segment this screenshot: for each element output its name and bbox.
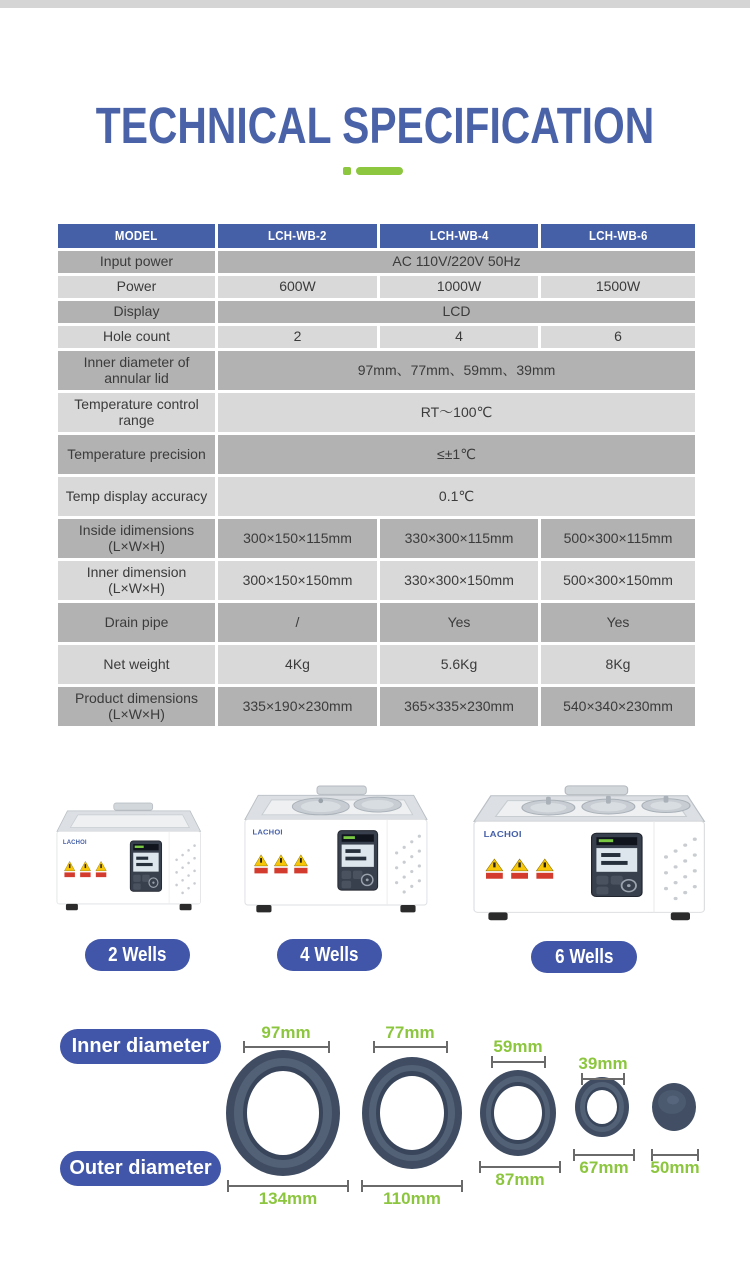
outer-measure-2: 110mm xyxy=(383,1189,441,1208)
spec-row-label: Temp display accuracy xyxy=(57,476,217,518)
table-row xyxy=(57,518,697,560)
outer-measure-1: 134mm xyxy=(258,1189,318,1208)
warning-labels xyxy=(254,855,307,874)
spec-cell: ≤±1℃ xyxy=(217,434,697,476)
table-row xyxy=(57,644,697,686)
table-row xyxy=(57,602,697,644)
spec-cell: / xyxy=(217,602,379,644)
title-underline-deco xyxy=(343,167,413,176)
spec-row-label: Hole count xyxy=(57,325,217,350)
page-title-wrap xyxy=(0,96,750,155)
spec-cell: 0.1℃ xyxy=(217,476,697,518)
table-row xyxy=(57,392,697,434)
control-panel xyxy=(592,833,642,896)
spec-cell: AC 110V/220V 50Hz xyxy=(217,250,697,275)
spec-cell: 8Kg xyxy=(540,644,697,686)
spec-cell: 1500W xyxy=(540,275,697,300)
outer-diameter-label: Outer diameter xyxy=(60,1151,221,1186)
green-dash-icon xyxy=(356,167,403,175)
warning-labels xyxy=(486,859,553,879)
page-title: TECHNICAL SPECIFICATION xyxy=(95,97,655,154)
annular-lid-ring-4 xyxy=(575,1077,629,1137)
table-row xyxy=(57,275,697,300)
column-header-model-2: LCH-WB-4 xyxy=(379,223,540,250)
control-panel xyxy=(338,831,378,890)
outer-measure-4: 67mm xyxy=(579,1158,629,1177)
spec-row-label: Inner diameter of annular lid xyxy=(57,350,217,392)
spec-row-label: Inside idimensions (L×W×H) xyxy=(57,518,217,560)
spec-cell: 500×300×115mm xyxy=(540,518,697,560)
table-row xyxy=(57,350,697,392)
table-row xyxy=(57,325,697,350)
table-row xyxy=(57,476,697,518)
spec-row-label: Drain pipe xyxy=(57,602,217,644)
spec-cell: 500×300×150mm xyxy=(540,560,697,602)
spec-table xyxy=(55,221,698,729)
annular-lid-diagram xyxy=(0,1005,750,1220)
brand-logo: LACHOI xyxy=(483,830,522,840)
outer-measure-5: 50mm xyxy=(650,1158,700,1177)
spec-cell: 4Kg xyxy=(217,644,379,686)
annular-lid-ring-2 xyxy=(362,1057,462,1169)
table-row xyxy=(57,686,697,728)
table-row xyxy=(57,300,697,325)
spec-cell: 5.6Kg xyxy=(379,644,540,686)
spec-cell: 600W xyxy=(217,275,379,300)
annular-lid-ring-1 xyxy=(226,1050,340,1176)
inner-diameter-label: Inner diameter xyxy=(60,1029,221,1064)
green-dot-icon xyxy=(343,167,351,175)
brand-logo: LACHOI xyxy=(252,827,283,837)
spec-row-label: Temperature control range xyxy=(57,392,217,434)
spec-cell: Yes xyxy=(379,602,540,644)
column-header-model: MODEL xyxy=(57,223,217,250)
column-header-model-1: LCH-WB-2 xyxy=(217,223,379,250)
spec-cell: 300×150×150mm xyxy=(217,560,379,602)
well-lids xyxy=(522,796,690,815)
spec-cell: 365×335×230mm xyxy=(379,686,540,728)
spec-cell: 4 xyxy=(379,325,540,350)
water-bath-6-wells-image xyxy=(450,772,726,940)
water-bath-2-wells-image xyxy=(42,792,214,926)
spec-cell: 6 xyxy=(540,325,697,350)
annular-lid-disc xyxy=(652,1083,696,1131)
spec-row-label: Temperature precision xyxy=(57,434,217,476)
table-row xyxy=(57,560,697,602)
spec-cell: 330×300×115mm xyxy=(379,518,540,560)
table-row xyxy=(57,434,697,476)
table-row xyxy=(57,250,697,275)
outer-measure-3: 87mm xyxy=(495,1170,545,1189)
badge-4-wells: 4 Wells xyxy=(277,939,382,971)
inner-measure-2: 77mm xyxy=(385,1023,435,1042)
warning-labels xyxy=(64,861,106,877)
spec-cell: 1000W xyxy=(379,275,540,300)
spec-row-label: Inner dimension (L×W×H) xyxy=(57,560,217,602)
spec-row-label: Display xyxy=(57,300,217,325)
annular-lid-ring-3 xyxy=(480,1070,556,1156)
spec-cell: 2 xyxy=(217,325,379,350)
spec-row-label: Power xyxy=(57,275,217,300)
spec-row-label: Net weight xyxy=(57,644,217,686)
dim-line-77mm xyxy=(374,1041,447,1053)
water-bath-4-wells-image xyxy=(226,773,444,931)
spec-cell: Yes xyxy=(540,602,697,644)
spec-row-label: Product dimensions (L×W×H) xyxy=(57,686,217,728)
inner-measure-4: 39mm xyxy=(578,1054,628,1073)
control-panel xyxy=(130,841,161,891)
badge-6-wells: 6 Wells xyxy=(531,941,637,973)
brand-logo: LACHOI xyxy=(62,838,87,847)
badge-2-wells: 2 Wells xyxy=(85,939,190,971)
column-header-model-3: LCH-WB-6 xyxy=(540,223,697,250)
spec-cell: 330×300×150mm xyxy=(379,560,540,602)
spec-cell: 97mm、77mm、59mm、39mm xyxy=(217,350,697,392)
spec-cell: 335×190×230mm xyxy=(217,686,379,728)
spec-cell: 540×340×230mm xyxy=(540,686,697,728)
top-gray-strip xyxy=(0,0,750,8)
spec-row-label: Input power xyxy=(57,250,217,275)
spec-header-row xyxy=(57,223,697,250)
dim-line-59mm xyxy=(492,1056,545,1068)
spec-cell: LCD xyxy=(217,300,697,325)
inner-measure-3: 59mm xyxy=(493,1037,543,1056)
spec-cell: 300×150×115mm xyxy=(217,518,379,560)
inner-measure-1: 97mm xyxy=(261,1023,311,1042)
spec-cell: RT～100℃ xyxy=(217,392,697,434)
